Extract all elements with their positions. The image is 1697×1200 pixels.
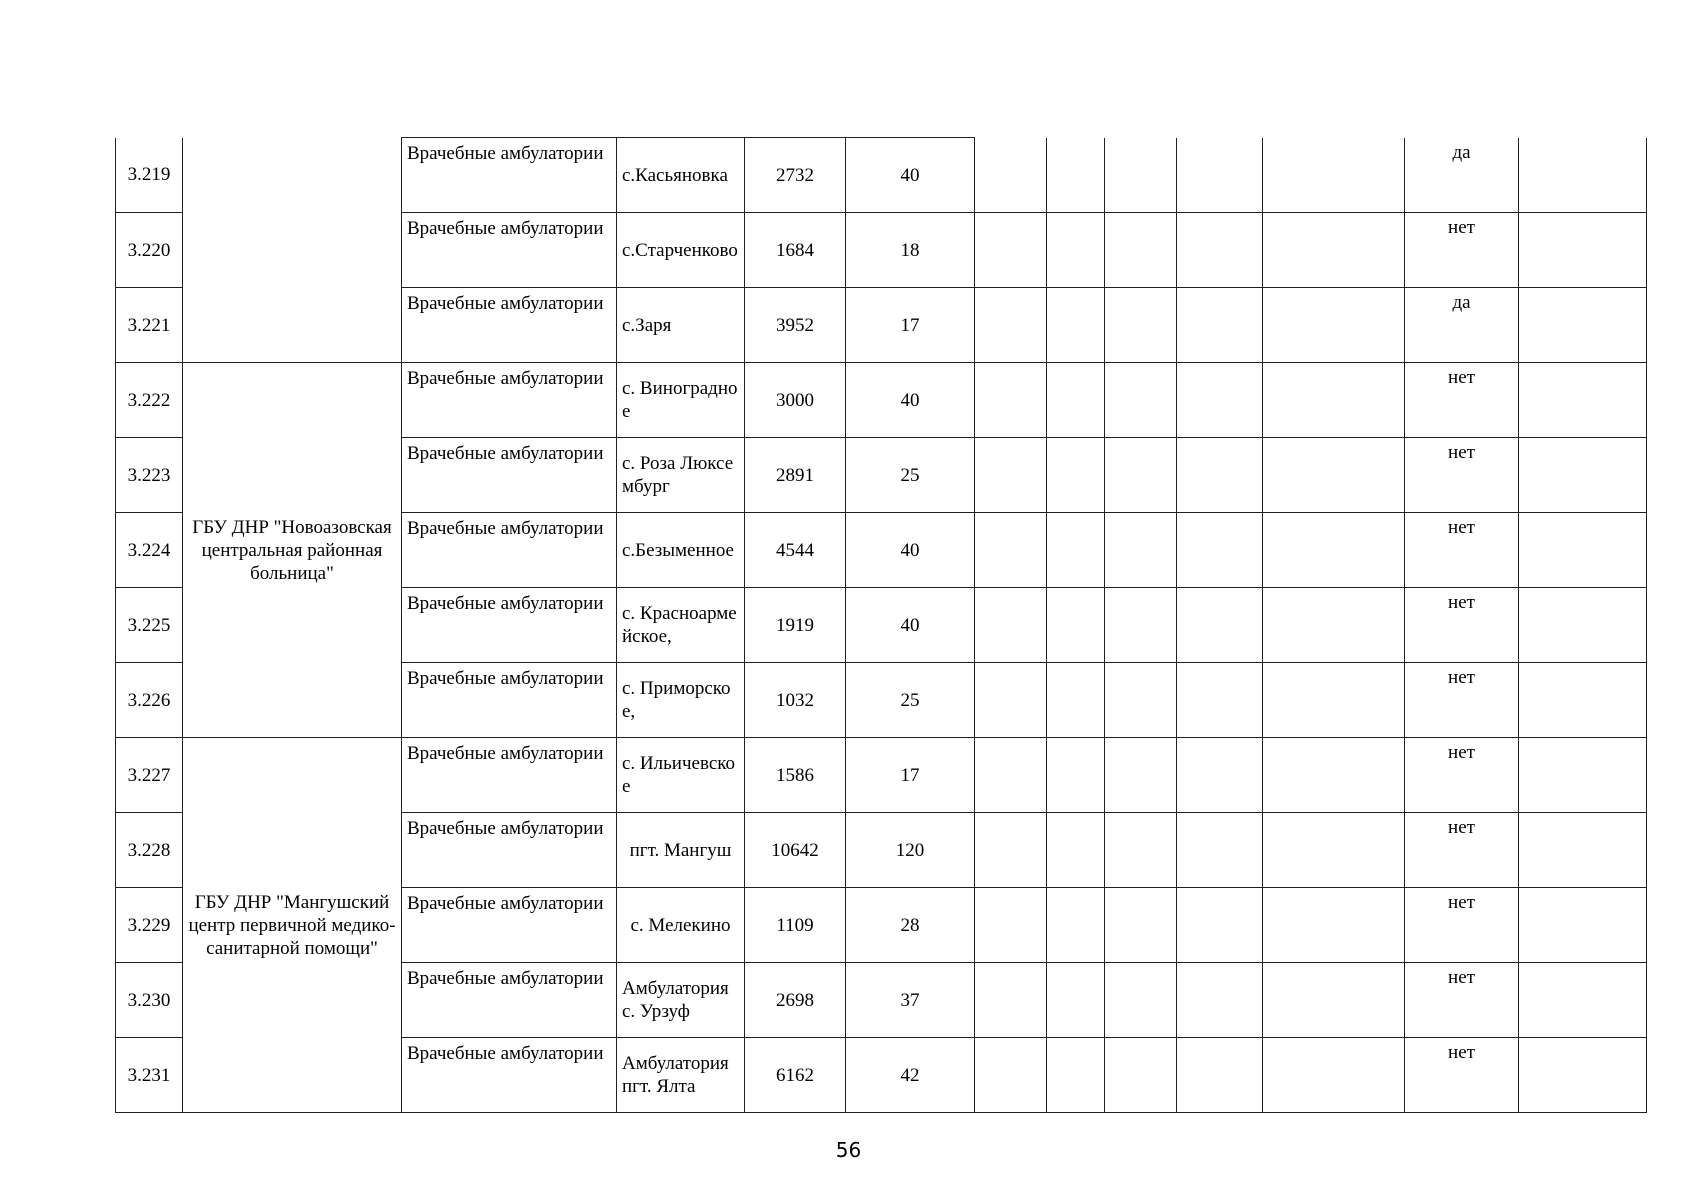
- empty-cell: [975, 513, 1047, 588]
- settlement: пгт. Мангуш: [617, 813, 745, 888]
- flag-value: нет: [1405, 1038, 1519, 1113]
- empty-cell: [1047, 363, 1105, 438]
- population: 1109: [745, 888, 846, 963]
- empty-cell: [1105, 588, 1177, 663]
- table-row: [116, 138, 1647, 213]
- empty-cell: [975, 363, 1047, 438]
- empty-cell: [1105, 363, 1177, 438]
- row-number: 3.231: [116, 1038, 183, 1113]
- population: 3000: [745, 363, 846, 438]
- empty-cell: [1177, 663, 1263, 738]
- empty-cell: [1519, 963, 1647, 1038]
- settlement: с. Виноградное: [617, 363, 745, 438]
- population: 1586: [745, 738, 846, 813]
- settlement: Амбулатория пгт. Ялта: [617, 1038, 745, 1113]
- empty-cell: [1177, 513, 1263, 588]
- row-number: 3.226: [116, 663, 183, 738]
- settlement: с. Красноармейское,: [617, 588, 745, 663]
- row-number: 3.225: [116, 588, 183, 663]
- empty-cell: [1519, 213, 1647, 288]
- facility-type: Врачебные амбулатории: [402, 663, 617, 738]
- empty-cell: [1263, 213, 1405, 288]
- settlement: Амбулатория с. Урзуф: [617, 963, 745, 1038]
- facility-type: Врачебные амбулатории: [402, 738, 617, 813]
- empty-cell: [1047, 663, 1105, 738]
- empty-cell: [1105, 138, 1177, 213]
- facility-type: Врачебные амбулатории: [402, 513, 617, 588]
- empty-cell: [975, 663, 1047, 738]
- flag-value: нет: [1405, 813, 1519, 888]
- empty-cell: [975, 963, 1047, 1038]
- empty-cell: [975, 1038, 1047, 1113]
- settlement: с.Касьяновка: [617, 138, 745, 213]
- capacity: 25: [846, 663, 975, 738]
- empty-cell: [1263, 138, 1405, 213]
- organization-cell: ГБУ ДНР "Новоазовская центральная районная больница": [183, 363, 402, 738]
- empty-cell: [1263, 1038, 1405, 1113]
- empty-cell: [1263, 438, 1405, 513]
- capacity: 17: [846, 288, 975, 363]
- capacity: 37: [846, 963, 975, 1038]
- flag-value: нет: [1405, 963, 1519, 1038]
- capacity: 40: [846, 513, 975, 588]
- population: 6162: [745, 1038, 846, 1113]
- row-number: 3.223: [116, 438, 183, 513]
- empty-cell: [1105, 963, 1177, 1038]
- empty-cell: [1105, 663, 1177, 738]
- flag-value: нет: [1405, 363, 1519, 438]
- table-row: [116, 738, 1647, 813]
- page-number: 56: [835, 1138, 862, 1162]
- empty-cell: [1047, 1038, 1105, 1113]
- facility-type: Врачебные амбулатории: [402, 288, 617, 363]
- population: 1684: [745, 213, 846, 288]
- capacity: 120: [846, 813, 975, 888]
- capacity: 17: [846, 738, 975, 813]
- row-number: 3.227: [116, 738, 183, 813]
- empty-cell: [1519, 363, 1647, 438]
- empty-cell: [1263, 288, 1405, 363]
- flag-value: нет: [1405, 438, 1519, 513]
- capacity: 25: [846, 438, 975, 513]
- facility-type: Врачебные амбулатории: [402, 138, 617, 213]
- empty-cell: [975, 738, 1047, 813]
- empty-cell: [1263, 588, 1405, 663]
- settlement: с. Приморское,: [617, 663, 745, 738]
- empty-cell: [1519, 813, 1647, 888]
- empty-cell: [1519, 738, 1647, 813]
- settlement: с. Мелекино: [617, 888, 745, 963]
- empty-cell: [1263, 963, 1405, 1038]
- settlement: с.Безыменное: [617, 513, 745, 588]
- settlement: с. Ильичевское: [617, 738, 745, 813]
- empty-cell: [1177, 888, 1263, 963]
- empty-cell: [1263, 813, 1405, 888]
- empty-cell: [1263, 363, 1405, 438]
- empty-cell: [975, 213, 1047, 288]
- population: 4544: [745, 513, 846, 588]
- row-number: 3.220: [116, 213, 183, 288]
- empty-cell: [1177, 588, 1263, 663]
- facility-type: Врачебные амбулатории: [402, 438, 617, 513]
- population: 10642: [745, 813, 846, 888]
- empty-cell: [1177, 363, 1263, 438]
- empty-cell: [1047, 963, 1105, 1038]
- row-number: 3.221: [116, 288, 183, 363]
- row-number: 3.224: [116, 513, 183, 588]
- empty-cell: [1047, 213, 1105, 288]
- empty-cell: [1105, 213, 1177, 288]
- population: 2698: [745, 963, 846, 1038]
- settlement: с.Старченково: [617, 213, 745, 288]
- row-number: 3.230: [116, 963, 183, 1038]
- empty-cell: [1177, 738, 1263, 813]
- flag-value: да: [1405, 138, 1519, 213]
- capacity: 28: [846, 888, 975, 963]
- population: 1032: [745, 663, 846, 738]
- empty-cell: [975, 288, 1047, 363]
- empty-cell: [1047, 288, 1105, 363]
- empty-cell: [1047, 738, 1105, 813]
- flag-value: нет: [1405, 888, 1519, 963]
- empty-cell: [1105, 1038, 1177, 1113]
- empty-cell: [1177, 438, 1263, 513]
- empty-cell: [1177, 963, 1263, 1038]
- empty-cell: [1105, 888, 1177, 963]
- empty-cell: [1263, 513, 1405, 588]
- settlement: с.Заря: [617, 288, 745, 363]
- capacity: 40: [846, 363, 975, 438]
- empty-cell: [1177, 1038, 1263, 1113]
- capacity: 40: [846, 138, 975, 213]
- facility-type: Врачебные амбулатории: [402, 888, 617, 963]
- empty-cell: [1047, 813, 1105, 888]
- empty-cell: [1047, 438, 1105, 513]
- empty-cell: [975, 588, 1047, 663]
- capacity: 18: [846, 213, 975, 288]
- flag-value: нет: [1405, 513, 1519, 588]
- empty-cell: [1105, 288, 1177, 363]
- facility-type: Врачебные амбулатории: [402, 963, 617, 1038]
- capacity: 40: [846, 588, 975, 663]
- empty-cell: [1105, 438, 1177, 513]
- settlement: с. Роза Люксембург: [617, 438, 745, 513]
- organization-cell: [183, 138, 402, 363]
- facility-type: Врачебные амбулатории: [402, 1038, 617, 1113]
- table-row: [116, 363, 1647, 438]
- empty-cell: [1047, 138, 1105, 213]
- organization-cell: ГБУ ДНР "Мангушский центр первичной медико-санитарной помощи": [183, 738, 402, 1113]
- empty-cell: [1519, 588, 1647, 663]
- population: 2732: [745, 138, 846, 213]
- empty-cell: [1047, 888, 1105, 963]
- empty-cell: [1105, 738, 1177, 813]
- population: 3952: [745, 288, 846, 363]
- empty-cell: [975, 438, 1047, 513]
- flag-value: нет: [1405, 663, 1519, 738]
- facilities-table: [115, 137, 1647, 1113]
- row-number: 3.219: [116, 138, 183, 213]
- empty-cell: [1177, 138, 1263, 213]
- empty-cell: [1177, 288, 1263, 363]
- row-number: 3.228: [116, 813, 183, 888]
- empty-cell: [975, 138, 1047, 213]
- empty-cell: [1263, 663, 1405, 738]
- empty-cell: [1519, 663, 1647, 738]
- flag-value: нет: [1405, 738, 1519, 813]
- facility-type: Врачебные амбулатории: [402, 363, 617, 438]
- facility-type: Врачебные амбулатории: [402, 213, 617, 288]
- empty-cell: [1519, 888, 1647, 963]
- empty-cell: [1177, 813, 1263, 888]
- flag-value: да: [1405, 288, 1519, 363]
- row-number: 3.229: [116, 888, 183, 963]
- empty-cell: [1519, 138, 1647, 213]
- population: 2891: [745, 438, 846, 513]
- empty-cell: [1105, 813, 1177, 888]
- empty-cell: [1519, 1038, 1647, 1113]
- facility-type: Врачебные амбулатории: [402, 813, 617, 888]
- capacity: 42: [846, 1038, 975, 1113]
- empty-cell: [975, 888, 1047, 963]
- row-number: 3.222: [116, 363, 183, 438]
- empty-cell: [1047, 513, 1105, 588]
- empty-cell: [1519, 438, 1647, 513]
- flag-value: нет: [1405, 588, 1519, 663]
- empty-cell: [1105, 513, 1177, 588]
- empty-cell: [975, 813, 1047, 888]
- empty-cell: [1263, 738, 1405, 813]
- empty-cell: [1177, 213, 1263, 288]
- flag-value: нет: [1405, 213, 1519, 288]
- facility-type: Врачебные амбулатории: [402, 588, 617, 663]
- empty-cell: [1263, 888, 1405, 963]
- empty-cell: [1519, 288, 1647, 363]
- population: 1919: [745, 588, 846, 663]
- empty-cell: [1519, 513, 1647, 588]
- empty-cell: [1047, 588, 1105, 663]
